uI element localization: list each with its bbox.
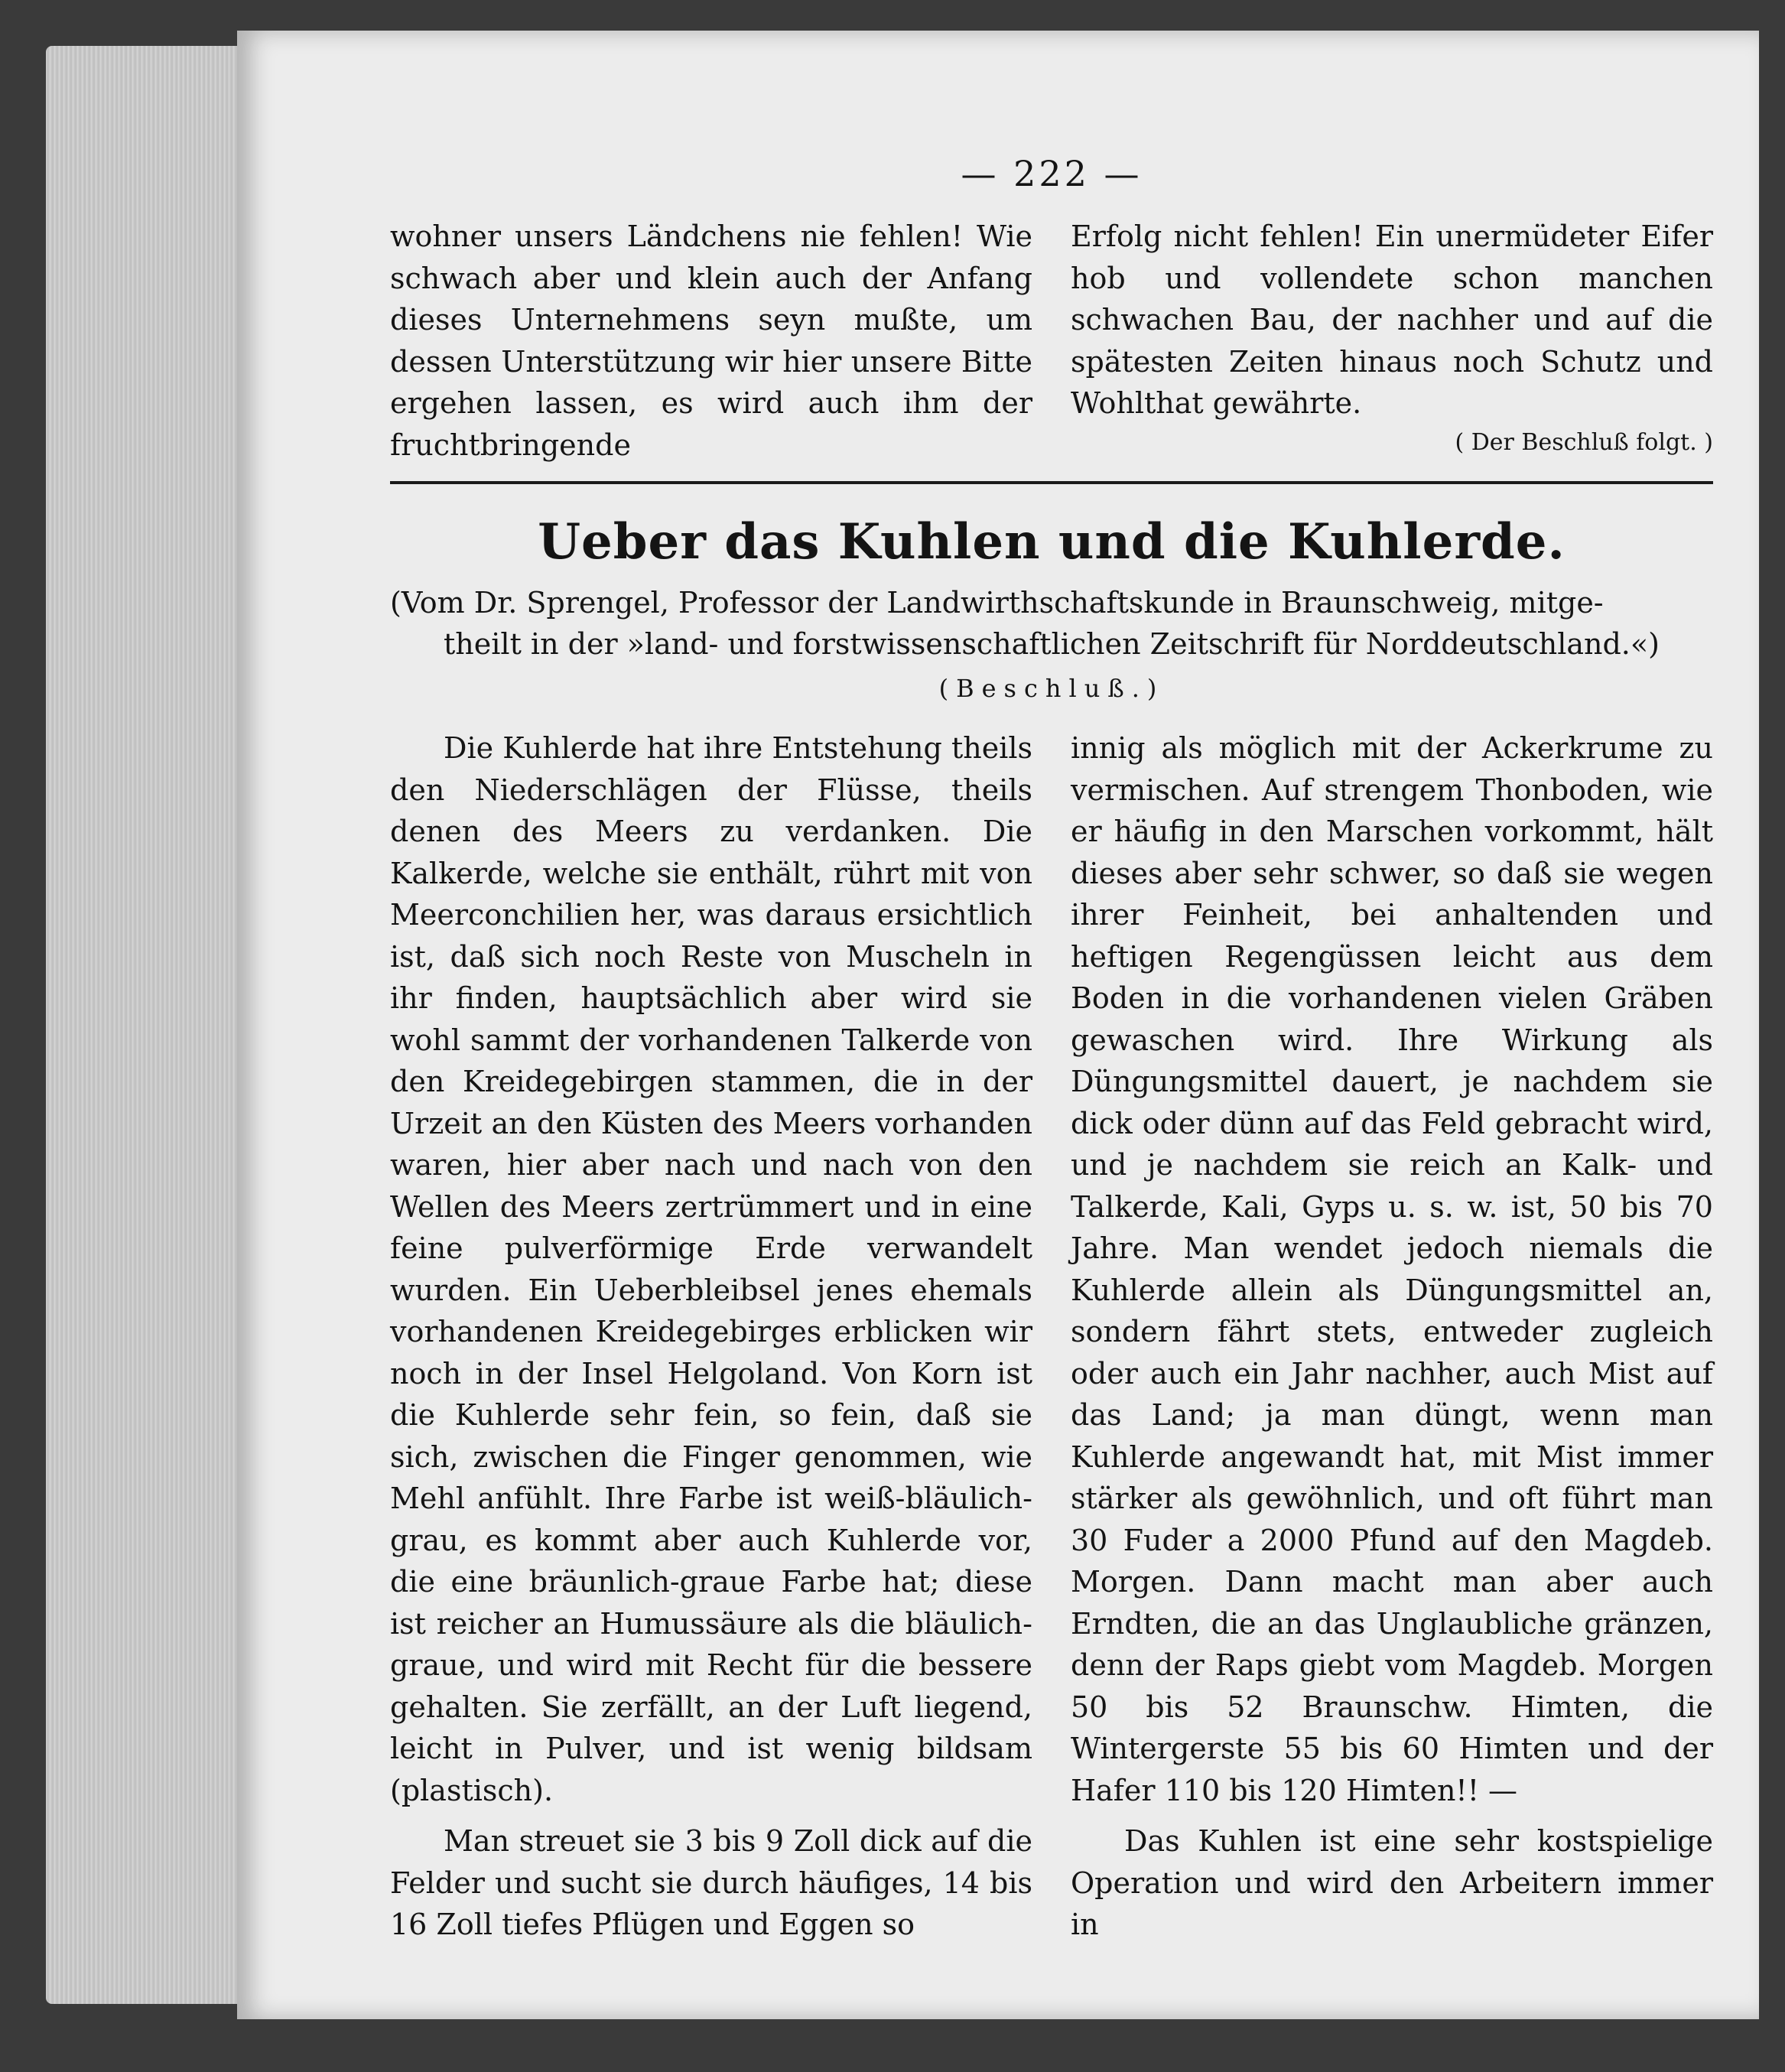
continuation-right-text: Erfolg nicht fehlen! Ein unermüdeter Eifer hob und vollendete schon manchen schwachen Bau, der nachher und auf die spätesten Zeiten hinaus noch Schutz und Wohlthat gewährte. bbox=[1071, 220, 1713, 420]
article-subtitle-line2: theilt in der »land- und forstwissenschaftlichen Zeitschrift für Norddeutschland.«) bbox=[444, 627, 1660, 661]
article-subtitle-line1: (Vom Dr. Sprengel, Professor der Landwirthschaftskunde in Braunschweig, mitge- bbox=[390, 586, 1604, 620]
book-page-edges bbox=[46, 46, 245, 2004]
book-page bbox=[237, 31, 1759, 2019]
article-paragraph: Das Kuhlen ist eine sehr kostspielige Operation und wird den Arbeitern immer in bbox=[1071, 1824, 1713, 1941]
article-beschluss: (Beschluß.) bbox=[938, 674, 1165, 703]
continuation-left-column bbox=[390, 216, 1032, 466]
continuation-right-column bbox=[1071, 216, 1713, 466]
article-body bbox=[390, 727, 1713, 1946]
article-paragraph: Die Kuhlerde hat ihre Entstehung theils den Niederschlägen der Flüsse, theils denen des Meers zu verdanken. Die Kalkerde, welche sie enthält, rührt mit von Meerconchilien her, was daraus ersichtlich ist, daß sich noch Reste von Muscheln in ihr finden, hauptsächlich aber wird sie wohl sammt der vorhandenen Talkerde von den Kreidegebirgen stammen, die in der Urzeit an den Küsten des Meers vorhanden waren, hier aber nach und nach von den Wellen des Meers zertrümmert und in eine feine pulverförmige Erde verwandelt wurden. Ein Ueberbleibsel jenes ehemals vorhandenen Kreidegebirges erblicken wir noch in der Insel Helgoland. Von Korn ist die Kuhlerde sehr fein, so fein, daß sie sich, zwischen die Finger genommen, wie Mehl anfühlt. Ihre Farbe ist weiß-bläulich-grau, es kommt aber auch Kuhlerde vor, die eine bräunlich-graue Farbe hat; diese ist reicher an Humussäure als die bläulich-graue, und wird mit Recht für die bessere gehalten. Sie zerfällt, an der Luft liegend, leicht in Pulver, und ist wenig bildsam (plastisch). bbox=[390, 731, 1032, 1807]
page-content bbox=[390, 153, 1713, 1973]
section-divider bbox=[390, 481, 1713, 484]
article-right-column bbox=[1071, 727, 1713, 1946]
page-number: — 222 — bbox=[961, 153, 1143, 194]
continuation-note: ( Der Beschluß folgt. ) bbox=[1455, 428, 1713, 456]
continuation-section bbox=[390, 216, 1713, 466]
article-paragraph: Man streuet sie 3 bis 9 Zoll dick auf die Felder und sucht sie durch häufiges, 14 bis 16 Zoll tiefes Pflügen und Eggen so bbox=[390, 1824, 1032, 1941]
article-paragraph: innig als möglich mit der Ackerkrume zu vermischen. Auf strengem Thonboden, wie er häufig in den Marschen vorkommt, hält dieses aber sehr schwer, so daß sie wegen ihrer Feinheit, bei anhaltenden und heftigen Regengüssen leicht aus dem Boden in die vorhandenen vielen Gräben gewaschen wird. Ihre Wirkung als Düngungsmittel dauert, je nachdem sie dick oder dünn auf das Feld gebracht wird, und je nachdem sie reich an Kalk- und Talkerde, Kali, Gyps u. s. w. ist, 50 bis 70 Jahre. Man wendet jedoch niemals die Kuhlerde allein als Düngungsmittel an, sondern fährt stets, entweder zugleich oder auch ein Jahr nachher, auch Mist auf das Land; ja man düngt, wenn man Kuhlerde angewandt hat, mit Mist immer stärker als gewöhnlich, und oft führt man 30 Fuder a 2000 Pfund auf den Magdeb. Morgen. Dann macht man aber auch Erndten, die an das Unglaubliche gränzen, denn der Raps giebt vom Magdeb. Morgen 50 bis 52 Braunschw. Himten, die Wintergerste 55 bis 60 Himten und der Hafer 110 bis 120 Himten!! — bbox=[1071, 731, 1713, 1807]
article-left-column bbox=[390, 727, 1032, 1946]
continuation-left-text: wohner unsers Ländchens nie fehlen! Wie schwach aber und klein auch der Anfang dieses Unternehmens seyn mußte, um dessen Unterstützung wir hier unsere Bitte ergehen lassen, es wird auch ihm der fruchtbringende bbox=[390, 220, 1032, 462]
article-title: Ueber das Kuhlen und die Kuhlerde. bbox=[538, 513, 1566, 571]
